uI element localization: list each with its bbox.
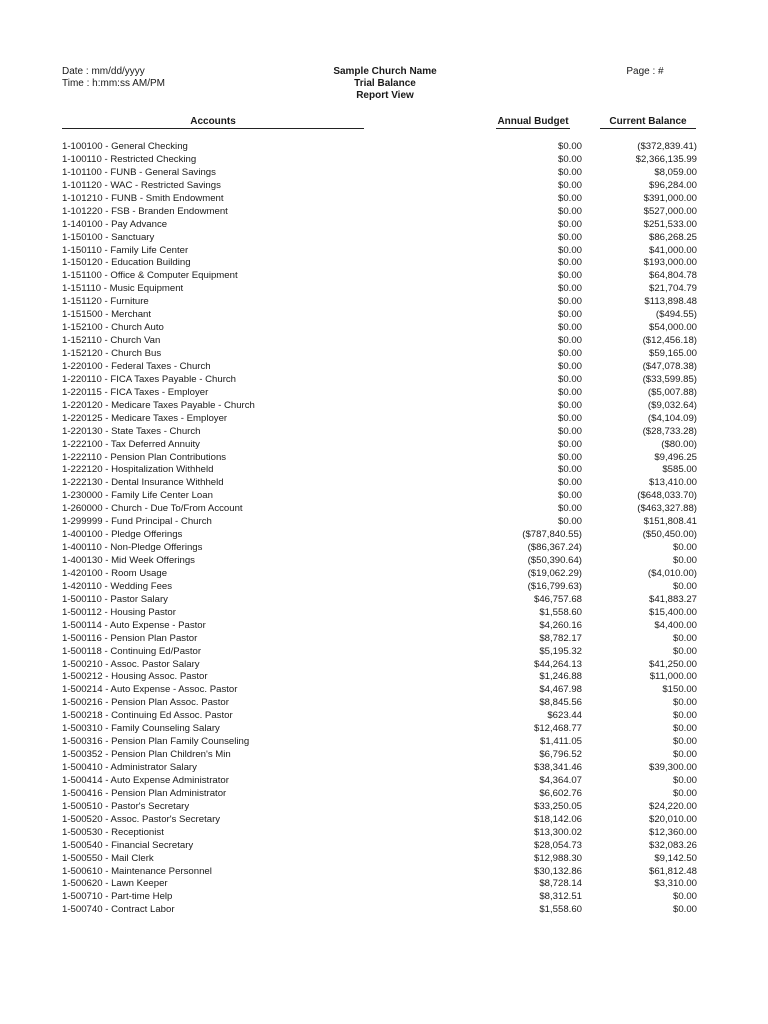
account-cell: 1-500214 - Auto Expense - Assoc. Pastor: [62, 684, 238, 696]
account-cell: 1-500540 - Financial Secretary: [62, 839, 194, 851]
account-cell: 1-500118 - Continuing Ed/Pastor: [62, 645, 202, 657]
annual-budget-cell: $0.00: [557, 464, 582, 476]
annual-budget-cell: $0.00: [557, 412, 582, 424]
account-cell: 1-220110 - FICA Taxes Payable - Church: [62, 373, 237, 385]
account-cell: 1-222100 - Tax Deferred Annuity: [62, 438, 200, 450]
account-cell: 1-500520 - Assoc. Pastor's Secretary: [62, 813, 221, 825]
table-row: [0, 762, 768, 775]
current-balance-cell: ($648,033.70): [637, 490, 697, 502]
table-row: [0, 503, 768, 516]
table-row: [0, 723, 768, 736]
table-row: [0, 775, 768, 788]
account-cell: 1-150120 - Education Building: [62, 257, 191, 269]
account-cell: 1-101220 - FSB - Branden Endowment: [62, 205, 228, 217]
annual-budget-cell: $18,142.06: [533, 813, 582, 825]
table-row: [0, 335, 768, 348]
current-balance-cell: $13,410.00: [648, 477, 697, 489]
table-row: [0, 684, 768, 697]
annual-budget-cell: $0.00: [557, 283, 582, 295]
table-row: [0, 400, 768, 413]
current-balance-cell: $0.00: [672, 904, 697, 916]
current-balance-cell: ($28,733.28): [642, 425, 697, 437]
table-row: [0, 878, 768, 891]
current-balance-cell: $41,250.00: [648, 658, 697, 670]
current-balance-cell: $21,704.79: [648, 283, 697, 295]
table-row: [0, 374, 768, 387]
annual-budget-cell: $0.00: [557, 218, 582, 230]
table-row: [0, 245, 768, 258]
account-cell: 1-140100 - Pay Advance: [62, 218, 168, 230]
current-balance-cell: $0.00: [672, 710, 697, 722]
current-balance-cell: $0.00: [672, 580, 697, 592]
current-balance-cell: $54,000.00: [648, 322, 697, 334]
table-row: [0, 891, 768, 904]
current-balance-cell: ($4,104.09): [647, 412, 697, 424]
account-cell: 1-101210 - FUNB - Smith Endowment: [62, 192, 224, 204]
table-row: [0, 801, 768, 814]
current-balance-cell: $0.00: [672, 555, 697, 566]
table-row: [0, 270, 768, 283]
annual-budget-cell: $0.00: [557, 296, 582, 308]
current-balance-cell: $0.00: [672, 632, 697, 644]
account-cell: 1-222110 - Pension Plan Contributions: [62, 451, 227, 463]
annual-budget-cell: $33,250.05: [533, 800, 582, 812]
current-balance-cell: $4,400.00: [654, 619, 697, 631]
annual-budget-cell: $0.00: [557, 451, 582, 463]
table-row: [0, 348, 768, 361]
account-cell: 1-152100 - Church Auto: [62, 322, 164, 334]
annual-budget-cell: $0.00: [557, 348, 582, 359]
account-cell: 1-220125 - Medicare Taxes - Employer: [62, 412, 228, 424]
current-balance-cell: $0.00: [672, 891, 697, 903]
current-balance-cell: $39,300.00: [648, 762, 697, 773]
account-cell: 1-500114 - Auto Expense - Pastor: [62, 619, 206, 631]
account-cell: 1-500216 - Pension Plan Assoc. Pastor: [62, 697, 229, 709]
annual-budget-cell: $0.00: [557, 270, 582, 282]
annual-budget-cell: $0.00: [557, 179, 582, 191]
annual-budget-cell: ($50,390.64): [527, 555, 582, 566]
annual-budget-cell: $12,468.77: [533, 723, 582, 735]
account-cell: 1-500610 - Maintenance Personnel: [62, 865, 212, 877]
account-cell: 1-222130 - Dental Insurance Withheld: [62, 477, 224, 489]
table-row: [0, 736, 768, 749]
annual-budget-cell: $0.00: [557, 503, 582, 515]
current-balance-cell: $9,142.50: [654, 852, 697, 864]
table-row: [0, 439, 768, 452]
table-row: [0, 464, 768, 477]
annual-budget-cell: $1,558.60: [539, 904, 582, 916]
annual-budget-cell: $30,132.86: [533, 865, 582, 877]
account-cell: 1-220115 - FICA Taxes - Employer: [62, 386, 209, 398]
table-row: [0, 296, 768, 309]
account-cell: 1-260000 - Church - Due To/From Account: [62, 503, 243, 515]
account-cell: 1-420100 - Room Usage: [62, 567, 168, 579]
report-view-label: Report View: [356, 90, 414, 101]
annual-budget-cell: $0.00: [557, 192, 582, 204]
current-balance-cell: ($12,456.18): [642, 335, 697, 347]
current-balance-cell: ($47,078.38): [642, 360, 697, 372]
table-row: [0, 581, 768, 594]
report-title: Trial Balance: [354, 78, 416, 89]
annual-budget-cell: $0.00: [557, 309, 582, 321]
account-cell: 1-230000 - Family Life Center Loan: [62, 490, 213, 502]
account-cell: 1-500210 - Assoc. Pastor Salary: [62, 658, 200, 670]
annual-budget-cell: $6,602.76: [539, 787, 582, 799]
annual-budget-cell: $0.00: [557, 335, 582, 347]
report-header-left: [62, 66, 165, 90]
table-row: [0, 141, 768, 154]
annual-budget-cell: ($19,062.29): [527, 567, 582, 579]
table-row: [0, 167, 768, 180]
table-row: [0, 853, 768, 866]
current-balance-cell: $0.00: [672, 645, 697, 657]
current-balance-cell: $251,533.00: [643, 218, 697, 230]
table-row: [0, 516, 768, 529]
annual-budget-cell: ($787,840.55): [522, 529, 582, 541]
table-row: [0, 309, 768, 322]
annual-budget-cell: $13,300.02: [533, 826, 582, 838]
account-cell: 1-220120 - Medicare Taxes Payable - Church: [62, 399, 255, 411]
current-balance-cell: $9,496.25: [654, 451, 697, 463]
annual-budget-cell: $4,467.98: [539, 684, 582, 696]
annual-budget-cell: $5,195.32: [539, 645, 582, 657]
annual-budget-cell: $0.00: [557, 516, 582, 528]
annual-budget-cell: $8,845.56: [539, 697, 582, 709]
current-balance-cell: ($463,327.88): [637, 503, 697, 515]
table-row: [0, 671, 768, 684]
account-cell: 1-500416 - Pension Plan Administrator: [62, 787, 227, 799]
account-cell: 1-101120 - WAC - Restricted Savings: [62, 179, 221, 191]
current-balance-cell: $0.00: [672, 749, 697, 761]
current-balance-cell: $12,360.00: [648, 826, 697, 838]
annual-budget-cell: ($86,367.24): [527, 542, 582, 554]
table-row: [0, 607, 768, 620]
table-row: [0, 555, 768, 568]
current-balance-cell: ($372,839.41): [637, 141, 697, 152]
table-row: [0, 193, 768, 206]
annual-budget-cell: $0.00: [557, 166, 582, 178]
current-balance-cell: $61,812.48: [648, 865, 697, 877]
current-balance-cell: $2,366,135.99: [635, 153, 697, 165]
table-row: [0, 788, 768, 801]
table-row: [0, 633, 768, 646]
table-row: [0, 542, 768, 555]
annual-budget-cell: $0.00: [557, 360, 582, 372]
annual-budget-cell: $0.00: [557, 244, 582, 256]
annual-budget-cell: $0.00: [557, 490, 582, 502]
account-cell: 1-500218 - Continuing Ed Assoc. Pastor: [62, 710, 233, 722]
report-header-center: [290, 66, 480, 102]
account-cell: 1-500620 - Lawn Keeper: [62, 878, 168, 890]
report-time: Time : h:mm:ss AM/PM: [62, 78, 165, 89]
current-balance-cell: $11,000.00: [649, 671, 697, 683]
table-row: [0, 257, 768, 270]
table-row: [0, 568, 768, 581]
table-row: [0, 620, 768, 633]
account-cell: 1-151500 - Merchant: [62, 309, 152, 321]
current-balance-cell: $59,165.00: [648, 348, 697, 359]
table-row: [0, 646, 768, 659]
account-cell: 1-500510 - Pastor's Secretary: [62, 800, 190, 812]
current-balance-cell: $0.00: [672, 774, 697, 786]
table-row: [0, 814, 768, 827]
annual-budget-cell: $8,312.51: [539, 891, 582, 903]
account-cell: 1-500530 - Receptionist: [62, 826, 164, 838]
current-balance-cell: $86,268.25: [648, 231, 697, 243]
table-row: [0, 477, 768, 490]
current-balance-cell: $8,059.00: [654, 166, 697, 178]
annual-budget-cell: $6,796.52: [539, 749, 582, 761]
current-balance-cell: $20,010.00: [648, 813, 697, 825]
current-balance-cell: $113,898.48: [644, 296, 697, 308]
annual-budget-cell: $0.00: [557, 399, 582, 411]
annual-budget-cell: $44,264.13: [533, 658, 582, 670]
table-row: [0, 426, 768, 439]
annual-budget-cell: $0.00: [557, 373, 582, 385]
account-cell: 1-151100 - Office & Computer Equipment: [62, 270, 238, 282]
annual-budget-cell: $12,988.30: [533, 852, 582, 864]
current-balance-cell: $96,284.00: [648, 179, 697, 191]
table-row: [0, 710, 768, 723]
annual-budget-cell: $0.00: [557, 141, 582, 152]
table-row: [0, 697, 768, 710]
account-cell: 1-222120 - Hospitalization Withheld: [62, 464, 214, 476]
account-cell: 1-220130 - State Taxes - Church: [62, 425, 201, 437]
table-row: [0, 904, 768, 917]
account-cell: 1-500414 - Auto Expense Administrator: [62, 774, 229, 786]
column-header-accounts: Accounts: [62, 116, 364, 129]
church-name: Sample Church Name: [333, 66, 437, 77]
current-balance-cell: $41,883.27: [648, 593, 697, 605]
current-balance-cell: $0.00: [672, 542, 697, 554]
current-balance-cell: $15,400.00: [648, 606, 697, 618]
current-balance-cell: $585.00: [662, 464, 697, 476]
account-cell: 1-150110 - Family Life Center: [62, 244, 189, 256]
annual-budget-cell: $0.00: [557, 257, 582, 269]
annual-budget-cell: $4,260.16: [539, 619, 582, 631]
account-cell: 1-500110 - Pastor Salary: [62, 593, 168, 605]
table-row: [0, 827, 768, 840]
table-row: [0, 866, 768, 879]
annual-budget-cell: $623.44: [547, 710, 582, 722]
account-cell: 1-299999 - Fund Principal - Church: [62, 516, 212, 528]
account-cell: 1-100100 - General Checking: [62, 141, 188, 152]
annual-budget-cell: $0.00: [557, 477, 582, 489]
table-row: [0, 749, 768, 762]
account-rows: [0, 141, 768, 917]
table-row: [0, 219, 768, 232]
current-balance-cell: $0.00: [672, 723, 697, 735]
account-cell: 1-500212 - Housing Assoc. Pastor: [62, 671, 208, 683]
annual-budget-cell: $8,728.14: [539, 878, 582, 890]
current-balance-cell: ($5,007.88): [647, 386, 697, 398]
account-cell: 1-500550 - Mail Clerk: [62, 852, 154, 864]
account-cell: 1-420110 - Wedding Fees: [62, 580, 173, 592]
annual-budget-cell: $0.00: [557, 438, 582, 450]
column-header-annual-budget: Annual Budget: [497, 116, 569, 127]
current-balance-cell: $0.00: [672, 697, 697, 709]
current-balance-cell: ($33,599.85): [642, 373, 697, 385]
account-cell: 1-500410 - Administrator Salary: [62, 762, 197, 773]
annual-budget-cell: $0.00: [557, 231, 582, 243]
account-cell: 1-151110 - Music Equipment: [62, 283, 184, 295]
table-row: [0, 180, 768, 193]
current-balance-cell: $150.00: [662, 684, 697, 696]
table-row: [0, 840, 768, 853]
account-cell: 1-400100 - Pledge Offerings: [62, 529, 183, 541]
table-row: [0, 659, 768, 672]
table-row: [0, 322, 768, 335]
current-balance-cell: $151,808.41: [643, 516, 697, 528]
current-balance-cell: ($9,032.64): [647, 399, 697, 411]
annual-budget-cell: $1,558.60: [539, 606, 582, 618]
current-balance-cell: $24,220.00: [648, 800, 697, 812]
table-row: [0, 594, 768, 607]
current-balance-cell: $3,310.00: [654, 878, 697, 890]
current-balance-cell: ($494.55): [655, 309, 697, 321]
current-balance-cell: ($50,450.00): [642, 529, 697, 541]
current-balance-cell: $64,804.78: [648, 270, 697, 282]
current-balance-cell: ($4,010.00): [647, 567, 697, 579]
annual-budget-cell: $28,054.73: [533, 839, 582, 851]
table-row: [0, 413, 768, 426]
annual-budget-cell: $1,411.05: [540, 736, 582, 748]
account-cell: 1-500116 - Pension Plan Pastor: [62, 632, 198, 644]
table-row: [0, 232, 768, 245]
table-row: [0, 283, 768, 296]
annual-budget-cell: $0.00: [557, 425, 582, 437]
account-cell: 1-151120 - Furniture: [62, 296, 149, 308]
account-cell: 1-100110 - Restricted Checking: [62, 153, 197, 165]
current-balance-cell: $0.00: [672, 736, 697, 748]
current-balance-cell: $391,000.00: [643, 192, 697, 204]
account-cell: 1-400110 - Non-Pledge Offerings: [62, 542, 203, 554]
account-cell: 1-500710 - Part-time Help: [62, 891, 173, 903]
annual-budget-cell: $1,246.88: [539, 671, 582, 683]
current-balance-cell: $0.00: [672, 787, 697, 799]
current-balance-cell: $32,083.26: [648, 839, 697, 851]
report-date: Date : mm/dd/yyyy: [62, 66, 145, 77]
annual-budget-cell: $46,757.68: [533, 593, 582, 605]
annual-budget-cell: $38,341.46: [533, 762, 582, 773]
table-row: [0, 361, 768, 374]
annual-budget-cell: $8,782.17: [539, 632, 582, 644]
table-row: [0, 452, 768, 465]
annual-budget-cell: $4,364.07: [539, 774, 582, 786]
table-row: [0, 490, 768, 503]
account-cell: 1-500316 - Pension Plan Family Counseling: [62, 736, 250, 748]
annual-budget-cell: $0.00: [557, 153, 582, 165]
annual-budget-cell: ($16,799.63): [527, 580, 582, 592]
account-cell: 1-152110 - Church Van: [62, 335, 161, 347]
account-cell: 1-150100 - Sanctuary: [62, 231, 155, 243]
annual-budget-cell: $0.00: [557, 386, 582, 398]
annual-budget-cell: $0.00: [557, 205, 582, 217]
table-row: [0, 206, 768, 219]
current-balance-cell: $193,000.00: [643, 257, 697, 269]
account-cell: 1-152120 - Church Bus: [62, 348, 162, 359]
current-balance-cell: $527,000.00: [643, 205, 697, 217]
annual-budget-cell: $0.00: [557, 322, 582, 334]
table-row: [0, 387, 768, 400]
current-balance-cell: $41,000.00: [648, 244, 697, 256]
account-cell: 1-400130 - Mid Week Offerings: [62, 555, 195, 566]
account-cell: 1-500310 - Family Counseling Salary: [62, 723, 220, 735]
page-number: Page : #: [626, 66, 664, 77]
account-cell: 1-220100 - Federal Taxes - Church: [62, 360, 211, 372]
account-cell: 1-500352 - Pension Plan Children's Min: [62, 749, 231, 761]
table-row: [0, 154, 768, 167]
account-cell: 1-500112 - Housing Pastor: [62, 606, 176, 618]
column-header-current-balance: Current Balance: [600, 116, 696, 129]
account-cell: 1-500740 - Contract Labor: [62, 904, 175, 916]
current-balance-cell: ($80.00): [661, 438, 697, 450]
table-row: [0, 529, 768, 542]
account-cell: 1-101100 - FUNB - General Savings: [62, 166, 216, 178]
